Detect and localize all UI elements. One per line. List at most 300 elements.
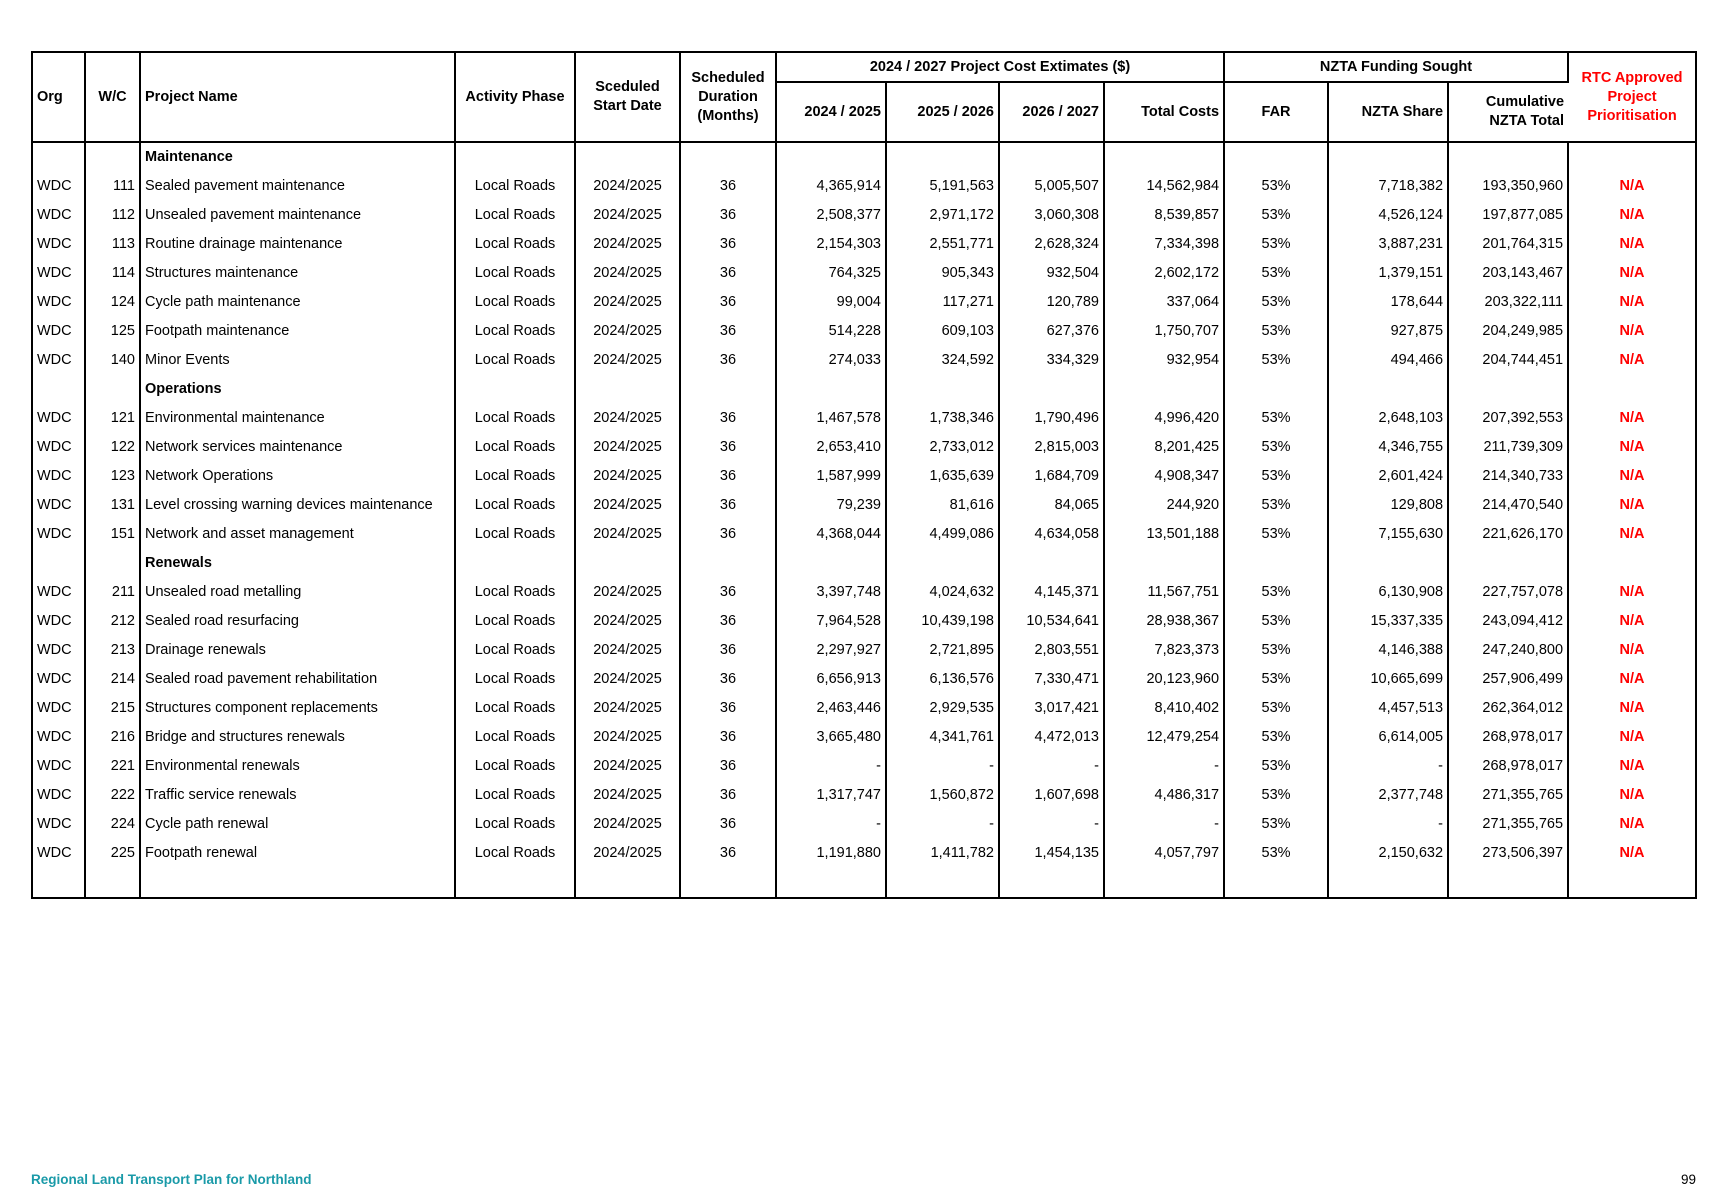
cell-far: 53% — [1224, 636, 1328, 665]
cell-cumulative: 221,626,170 — [1448, 520, 1568, 549]
project-table — [31, 51, 1697, 899]
cell-activity-phase: Local Roads — [455, 346, 575, 375]
empty-cell — [776, 868, 886, 898]
cell-rtc: N/A — [1568, 665, 1696, 694]
empty-cell — [455, 375, 575, 404]
cell-rtc: N/A — [1568, 404, 1696, 433]
cell-rtc: N/A — [1568, 462, 1696, 491]
cell-nzta-share: 494,466 — [1328, 346, 1448, 375]
cell-activity-phase: Local Roads — [455, 433, 575, 462]
cell-nzta-share: 2,377,748 — [1328, 781, 1448, 810]
cell-total-costs: 4,486,317 — [1104, 781, 1224, 810]
table-row — [32, 752, 1696, 781]
cell-cost-2026: 120,789 — [999, 288, 1104, 317]
empty-cell — [32, 142, 85, 172]
section-heading: Renewals — [140, 549, 455, 578]
cell-wc: 211 — [85, 578, 140, 607]
table-row — [32, 433, 1696, 462]
cell-wc: 213 — [85, 636, 140, 665]
empty-cell — [1568, 375, 1696, 404]
cell-duration: 36 — [680, 665, 776, 694]
empty-cell — [1224, 142, 1328, 172]
cell-total-costs: 20,123,960 — [1104, 665, 1224, 694]
cell-total-costs: 8,201,425 — [1104, 433, 1224, 462]
header-duration-line3: (Months) — [697, 107, 759, 124]
cell-rtc: N/A — [1568, 230, 1696, 259]
empty-cell — [575, 549, 680, 578]
cell-duration: 36 — [680, 752, 776, 781]
cell-cost-2026: - — [999, 810, 1104, 839]
cell-wc: 216 — [85, 723, 140, 752]
cell-rtc: N/A — [1568, 172, 1696, 201]
cell-far: 53% — [1224, 665, 1328, 694]
cell-total-costs: 4,908,347 — [1104, 462, 1224, 491]
cell-wc: 111 — [85, 172, 140, 201]
cell-cost-2024: - — [776, 810, 886, 839]
cell-duration: 36 — [680, 462, 776, 491]
cell-org: WDC — [37, 178, 72, 194]
cell-project-name: Environmental renewals — [140, 752, 455, 781]
cell-total-costs: 2,602,172 — [1104, 259, 1224, 288]
header-nzta-share: NZTA Share — [1328, 82, 1448, 142]
cell-project-name: Routine drainage maintenance — [140, 230, 455, 259]
cell-project-name: Network services maintenance — [140, 433, 455, 462]
cell-org: WDC — [37, 497, 72, 513]
empty-cell — [140, 868, 455, 898]
header-cost-2025: 2025 / 2026 — [886, 82, 999, 142]
cell-duration: 36 — [680, 259, 776, 288]
cell-nzta-share: 10,665,699 — [1328, 665, 1448, 694]
cell-cost-2024: 2,508,377 — [776, 201, 886, 230]
empty-cell — [85, 142, 140, 172]
table-row — [32, 607, 1696, 636]
cell-cost-2026: 1,607,698 — [999, 781, 1104, 810]
header-far: FAR — [1224, 82, 1328, 142]
cell-activity-phase: Local Roads — [455, 288, 575, 317]
cell-cost-2026: 334,329 — [999, 346, 1104, 375]
section-row — [32, 142, 1696, 172]
empty-cell — [455, 549, 575, 578]
cell-cost-2025: 117,271 — [886, 288, 999, 317]
cell-cost-2025: 81,616 — [886, 491, 999, 520]
cell-cost-2025: 2,721,895 — [886, 636, 999, 665]
cell-start-date: 2024/2025 — [575, 462, 680, 491]
cell-cost-2026: 2,815,003 — [999, 433, 1104, 462]
header-org: Org — [32, 52, 85, 142]
cell-wc: 224 — [85, 810, 140, 839]
cell-wc: 123 — [85, 462, 140, 491]
cell-cost-2024: 2,653,410 — [776, 433, 886, 462]
cell-wc: 221 — [85, 752, 140, 781]
cell-rtc: N/A — [1568, 781, 1696, 810]
cell-cost-2026: 1,790,496 — [999, 404, 1104, 433]
cell-project-name: Unsealed road metalling — [140, 578, 455, 607]
empty-cell — [1568, 142, 1696, 172]
cell-far: 53% — [1224, 694, 1328, 723]
empty-cell — [1224, 549, 1328, 578]
table-row — [32, 404, 1696, 433]
table-row — [32, 201, 1696, 230]
table-row — [32, 723, 1696, 752]
cell-wc: 113 — [85, 230, 140, 259]
table-row — [32, 462, 1696, 491]
cell-rtc: N/A — [1568, 491, 1696, 520]
table-row — [32, 346, 1696, 375]
cell-start-date: 2024/2025 — [575, 230, 680, 259]
cell-nzta-share: 4,146,388 — [1328, 636, 1448, 665]
cell-activity-phase: Local Roads — [455, 172, 575, 201]
section-row — [32, 549, 1696, 578]
cell-cost-2025: 2,551,771 — [886, 230, 999, 259]
cell-start-date: 2024/2025 — [575, 636, 680, 665]
cell-cumulative: 273,506,397 — [1448, 839, 1568, 868]
empty-cell — [85, 375, 140, 404]
table-row — [32, 491, 1696, 520]
cell-cost-2024: 1,317,747 — [776, 781, 886, 810]
cell-cost-2026: 4,145,371 — [999, 578, 1104, 607]
cell-far: 53% — [1224, 578, 1328, 607]
cell-activity-phase: Local Roads — [455, 259, 575, 288]
cell-total-costs: 12,479,254 — [1104, 723, 1224, 752]
cell-start-date: 2024/2025 — [575, 752, 680, 781]
cell-org: WDC — [37, 468, 72, 484]
cell-cost-2025: - — [886, 810, 999, 839]
cell-rtc: N/A — [1568, 259, 1696, 288]
cell-nzta-share: 2,150,632 — [1328, 839, 1448, 868]
cell-wc: 122 — [85, 433, 140, 462]
cell-nzta-share: 2,648,103 — [1328, 404, 1448, 433]
cell-far: 53% — [1224, 288, 1328, 317]
cell-cost-2025: 1,411,782 — [886, 839, 999, 868]
cell-cumulative: 203,143,467 — [1448, 259, 1568, 288]
cell-wc: 214 — [85, 665, 140, 694]
cell-duration: 36 — [680, 839, 776, 868]
table-row — [32, 259, 1696, 288]
empty-cell — [1328, 868, 1448, 898]
cell-cumulative: 197,877,085 — [1448, 201, 1568, 230]
cell-far: 53% — [1224, 781, 1328, 810]
cell-rtc: N/A — [1568, 317, 1696, 346]
cell-duration: 36 — [680, 636, 776, 665]
cell-start-date: 2024/2025 — [575, 433, 680, 462]
cell-cumulative: 262,364,012 — [1448, 694, 1568, 723]
cell-project-name: Sealed road resurfacing — [140, 607, 455, 636]
cell-org: WDC — [37, 207, 72, 223]
header-duration — [680, 52, 776, 142]
header-cumulative — [1448, 82, 1568, 142]
cell-activity-phase: Local Roads — [455, 462, 575, 491]
table-row — [32, 810, 1696, 839]
cell-org: WDC — [37, 526, 72, 542]
cell-cost-2026: 1,454,135 — [999, 839, 1104, 868]
cell-nzta-share: 1,379,151 — [1328, 259, 1448, 288]
cell-project-name: Footpath maintenance — [140, 317, 455, 346]
empty-cell — [1104, 549, 1224, 578]
cell-org: WDC — [37, 265, 72, 281]
cell-activity-phase: Local Roads — [455, 752, 575, 781]
empty-cell — [575, 868, 680, 898]
empty-cell — [886, 868, 999, 898]
cell-duration: 36 — [680, 578, 776, 607]
header-cost-2024: 2024 / 2025 — [776, 82, 886, 142]
cell-cost-2026: 7,330,471 — [999, 665, 1104, 694]
cell-cost-2026: 3,017,421 — [999, 694, 1104, 723]
cell-duration: 36 — [680, 607, 776, 636]
cell-far: 53% — [1224, 230, 1328, 259]
cell-rtc: N/A — [1568, 723, 1696, 752]
cell-duration: 36 — [680, 810, 776, 839]
cell-cost-2024: 274,033 — [776, 346, 886, 375]
cell-cost-2025: 1,635,639 — [886, 462, 999, 491]
cell-org: WDC — [37, 758, 72, 774]
cell-rtc: N/A — [1568, 346, 1696, 375]
empty-cell — [680, 142, 776, 172]
cell-activity-phase: Local Roads — [455, 520, 575, 549]
empty-cell — [680, 549, 776, 578]
cell-nzta-share: 927,875 — [1328, 317, 1448, 346]
cell-cost-2024: 514,228 — [776, 317, 886, 346]
empty-cell — [32, 868, 85, 898]
cell-start-date: 2024/2025 — [575, 694, 680, 723]
header-rtc-line3: Prioritisation — [1587, 107, 1677, 124]
cell-cost-2024: 79,239 — [776, 491, 886, 520]
cell-rtc: N/A — [1568, 810, 1696, 839]
cell-cost-2026: 2,628,324 — [999, 230, 1104, 259]
section-heading: Maintenance — [140, 142, 455, 172]
empty-cell — [1328, 142, 1448, 172]
cell-far: 53% — [1224, 810, 1328, 839]
cell-org: WDC — [37, 410, 72, 426]
cell-project-name: Network Operations — [140, 462, 455, 491]
table-row — [32, 520, 1696, 549]
cell-cost-2024: 3,665,480 — [776, 723, 886, 752]
cell-cost-2025: 6,136,576 — [886, 665, 999, 694]
empty-cell — [85, 549, 140, 578]
cell-cost-2024: 2,154,303 — [776, 230, 886, 259]
cell-cost-2025: 2,971,172 — [886, 201, 999, 230]
cell-start-date: 2024/2025 — [575, 607, 680, 636]
cell-duration: 36 — [680, 491, 776, 520]
section-heading: Operations — [140, 375, 455, 404]
empty-cell — [999, 142, 1104, 172]
cell-org: WDC — [37, 613, 72, 629]
empty-cell — [1224, 375, 1328, 404]
empty-cell — [1104, 375, 1224, 404]
cell-project-name: Structures maintenance — [140, 259, 455, 288]
cell-cost-2026: 10,534,641 — [999, 607, 1104, 636]
cell-cost-2026: 1,684,709 — [999, 462, 1104, 491]
cell-wc: 222 — [85, 781, 140, 810]
cell-activity-phase: Local Roads — [455, 665, 575, 694]
empty-cell — [85, 868, 140, 898]
cell-rtc: N/A — [1568, 839, 1696, 868]
cell-cost-2026: - — [999, 752, 1104, 781]
table-row — [32, 578, 1696, 607]
cell-project-name: Sealed pavement maintenance — [140, 172, 455, 201]
cell-cost-2024: 1,587,999 — [776, 462, 886, 491]
cell-cumulative: 193,350,960 — [1448, 172, 1568, 201]
table-row — [32, 288, 1696, 317]
empty-cell — [999, 375, 1104, 404]
page-number: 99 — [1680, 1172, 1696, 1187]
cell-wc: 121 — [85, 404, 140, 433]
cell-total-costs: 7,823,373 — [1104, 636, 1224, 665]
cell-total-costs: 1,750,707 — [1104, 317, 1224, 346]
empty-cell — [1568, 868, 1696, 898]
cell-project-name: Cycle path renewal — [140, 810, 455, 839]
cell-cost-2024: 1,191,880 — [776, 839, 886, 868]
cell-total-costs: 28,938,367 — [1104, 607, 1224, 636]
cell-duration: 36 — [680, 172, 776, 201]
cell-org: WDC — [37, 584, 72, 600]
cell-total-costs: 4,996,420 — [1104, 404, 1224, 433]
empty-cell — [1448, 549, 1568, 578]
empty-cell — [32, 549, 85, 578]
cell-start-date: 2024/2025 — [575, 665, 680, 694]
spacer-row — [32, 868, 1696, 898]
cell-cost-2025: 10,439,198 — [886, 607, 999, 636]
empty-cell — [886, 375, 999, 404]
table-row — [32, 694, 1696, 723]
header-start-date-line2: Start Date — [593, 98, 662, 114]
table-row — [32, 839, 1696, 868]
cell-org: WDC — [37, 642, 72, 658]
table-row — [32, 665, 1696, 694]
empty-cell — [886, 142, 999, 172]
cell-cumulative: 227,757,078 — [1448, 578, 1568, 607]
cell-project-name: Bridge and structures renewals — [140, 723, 455, 752]
cell-start-date: 2024/2025 — [575, 839, 680, 868]
cell-duration: 36 — [680, 723, 776, 752]
cell-total-costs: 14,562,984 — [1104, 172, 1224, 201]
empty-cell — [455, 142, 575, 172]
cell-rtc: N/A — [1568, 694, 1696, 723]
cell-nzta-share: 4,526,124 — [1328, 201, 1448, 230]
cell-cumulative: 214,340,733 — [1448, 462, 1568, 491]
cell-far: 53% — [1224, 607, 1328, 636]
cell-cost-2026: 2,803,551 — [999, 636, 1104, 665]
cell-nzta-share: 7,155,630 — [1328, 520, 1448, 549]
cell-project-name: Footpath renewal — [140, 839, 455, 868]
header-duration-line2: Duration — [698, 88, 758, 105]
cell-cumulative: 268,978,017 — [1448, 723, 1568, 752]
cell-wc: 140 — [85, 346, 140, 375]
cell-duration: 36 — [680, 201, 776, 230]
cell-cost-2025: 4,499,086 — [886, 520, 999, 549]
cell-cumulative: 271,355,765 — [1448, 781, 1568, 810]
empty-cell — [999, 868, 1104, 898]
cell-wc: 212 — [85, 607, 140, 636]
cell-activity-phase: Local Roads — [455, 723, 575, 752]
empty-cell — [776, 142, 886, 172]
cell-rtc: N/A — [1568, 578, 1696, 607]
cell-nzta-share: - — [1328, 810, 1448, 839]
header-cumulative-line2: NZTA Total — [1489, 113, 1565, 129]
cell-total-costs: 4,057,797 — [1104, 839, 1224, 868]
cell-nzta-share: 2,601,424 — [1328, 462, 1448, 491]
cell-project-name: Drainage renewals — [140, 636, 455, 665]
cell-wc: 114 — [85, 259, 140, 288]
cell-cumulative: 204,744,451 — [1448, 346, 1568, 375]
cell-cost-2025: 2,929,535 — [886, 694, 999, 723]
cell-org: WDC — [37, 700, 72, 716]
cell-project-name: Traffic service renewals — [140, 781, 455, 810]
cell-nzta-share: 6,130,908 — [1328, 578, 1448, 607]
cell-cost-2026: 4,472,013 — [999, 723, 1104, 752]
cell-project-name: Cycle path maintenance — [140, 288, 455, 317]
cell-org: WDC — [37, 729, 72, 745]
empty-cell — [1448, 142, 1568, 172]
cell-cost-2025: 2,733,012 — [886, 433, 999, 462]
cell-activity-phase: Local Roads — [455, 317, 575, 346]
cell-cumulative: 204,249,985 — [1448, 317, 1568, 346]
table-row — [32, 317, 1696, 346]
cell-rtc: N/A — [1568, 607, 1696, 636]
cell-far: 53% — [1224, 723, 1328, 752]
cell-far: 53% — [1224, 491, 1328, 520]
cell-cost-2024: 764,325 — [776, 259, 886, 288]
empty-cell — [455, 868, 575, 898]
header-rtc — [1568, 52, 1696, 142]
cell-far: 53% — [1224, 201, 1328, 230]
cell-far: 53% — [1224, 462, 1328, 491]
cell-rtc: N/A — [1568, 201, 1696, 230]
cell-duration: 36 — [680, 317, 776, 346]
cell-far: 53% — [1224, 346, 1328, 375]
cell-wc: 225 — [85, 839, 140, 868]
cell-duration: 36 — [680, 404, 776, 433]
cell-cost-2024: 4,368,044 — [776, 520, 886, 549]
cell-wc: 124 — [85, 288, 140, 317]
cell-cumulative: 203,322,111 — [1448, 288, 1568, 317]
cell-activity-phase: Local Roads — [455, 636, 575, 665]
cell-far: 53% — [1224, 404, 1328, 433]
cell-cumulative: 211,739,309 — [1448, 433, 1568, 462]
cell-project-name: Unsealed pavement maintenance — [140, 201, 455, 230]
cell-cost-2025: 609,103 — [886, 317, 999, 346]
cell-start-date: 2024/2025 — [575, 810, 680, 839]
header-wc: W/C — [85, 52, 140, 142]
cell-activity-phase: Local Roads — [455, 810, 575, 839]
cell-cumulative: 257,906,499 — [1448, 665, 1568, 694]
table-row — [32, 230, 1696, 259]
cell-rtc: N/A — [1568, 288, 1696, 317]
header-start-date — [575, 52, 680, 142]
cell-org: WDC — [37, 352, 72, 368]
cell-duration: 36 — [680, 433, 776, 462]
cell-cost-2024: 2,463,446 — [776, 694, 886, 723]
cell-cost-2026: 627,376 — [999, 317, 1104, 346]
cell-cost-2024: 99,004 — [776, 288, 886, 317]
table-row — [32, 172, 1696, 201]
cell-cumulative: 201,764,315 — [1448, 230, 1568, 259]
cell-duration: 36 — [680, 346, 776, 375]
cell-total-costs: 11,567,751 — [1104, 578, 1224, 607]
cell-activity-phase: Local Roads — [455, 781, 575, 810]
empty-cell — [1448, 375, 1568, 404]
cell-wc: 151 — [85, 520, 140, 549]
empty-cell — [1328, 549, 1448, 578]
cell-total-costs: 8,539,857 — [1104, 201, 1224, 230]
cell-cumulative: 243,094,412 — [1448, 607, 1568, 636]
cell-wc: 215 — [85, 694, 140, 723]
header-nzta-group: NZTA Funding Sought — [1224, 52, 1568, 82]
cell-start-date: 2024/2025 — [575, 288, 680, 317]
cell-project-name: Environmental maintenance — [140, 404, 455, 433]
empty-cell — [776, 375, 886, 404]
cell-nzta-share: 129,808 — [1328, 491, 1448, 520]
cell-activity-phase: Local Roads — [455, 201, 575, 230]
